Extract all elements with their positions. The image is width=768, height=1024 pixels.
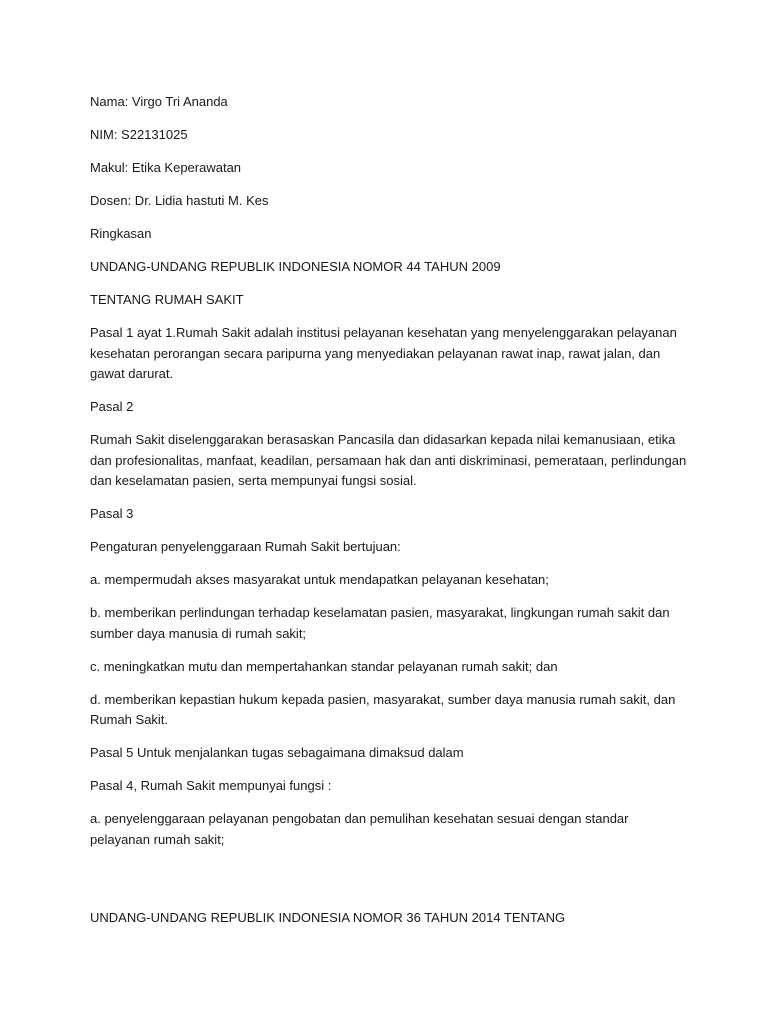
lecturer-line: Dosen: Dr. Lidia hastuti M. Kes xyxy=(90,193,269,208)
article-4-paragraph: Pasal 4, Rumah Sakit mempunyai fungsi : xyxy=(90,778,332,793)
student-name-line: Nama: Virgo Tri Ananda xyxy=(90,94,228,109)
law-subtitle-hospital: TENTANG RUMAH SAKIT xyxy=(90,292,244,307)
law-title-2014: UNDANG-UNDANG REPUBLIK INDONESIA NOMOR 36 TAHUN 2014 TENTANG xyxy=(90,910,566,925)
article-3-item-d: d. memberikan kepastian hukum kepada pasien, masyarakat, sumber daya manusia rumah sakit, dan Rumah Sakit. xyxy=(90,691,676,727)
function-item-a: a. penyelenggaraan pelayanan pengobatan dan pemulihan kesehatan sesuai dengan standar pelayanan rumah sakit; xyxy=(90,811,629,847)
document-body xyxy=(90,92,690,941)
article-1-paragraph: Pasal 1 ayat 1.Rumah Sakit adalah institusi pelayanan kesehatan yang menyelenggarakan pelayanan kesehatan perorangan secara paripurna yang menyediakan pelayanan rawat inap, rawat jalan, dan gawat darurat. xyxy=(90,325,677,381)
article-3-heading: Pasal 3 xyxy=(90,506,134,521)
summary-heading: Ringkasan xyxy=(90,226,152,241)
article-2-heading: Pasal 2 xyxy=(90,399,134,414)
article-2-paragraph: Rumah Sakit diselenggarakan berasaskan Pancasila dan didasarkan kepada nilai kemanusiaan, etika dan profesionalitas, manfaat, keadilan, persamaan hak dan anti diskriminasi, pemerataan, perlindungan dan keselamatan pasien, serta mempunyai fungsi sosial. xyxy=(90,432,687,488)
article-3-intro: Pengaturan penyelenggaraan Rumah Sakit bertujuan: xyxy=(90,539,401,554)
course-line: Makul: Etika Keperawatan xyxy=(90,160,242,175)
student-id-line: NIM: S22131025 xyxy=(90,127,188,142)
article-3-item-a: a. mempermudah akses masyarakat untuk mendapatkan pelayanan kesehatan; xyxy=(90,572,549,587)
article-3-item-b: b. memberikan perlindungan terhadap keselamatan pasien, masyarakat, lingkungan rumah sakit dan sumber daya manusia di rumah sakit; xyxy=(90,605,670,641)
law-title-2009: UNDANG-UNDANG REPUBLIK INDONESIA NOMOR 44 TAHUN 2009 xyxy=(90,259,501,274)
article-5-paragraph: Pasal 5 Untuk menjalankan tugas sebagaimana dimaksud dalam xyxy=(90,745,464,760)
article-3-item-c: c. meningkatkan mutu dan mempertahankan standar pelayanan rumah sakit; dan xyxy=(90,658,558,674)
